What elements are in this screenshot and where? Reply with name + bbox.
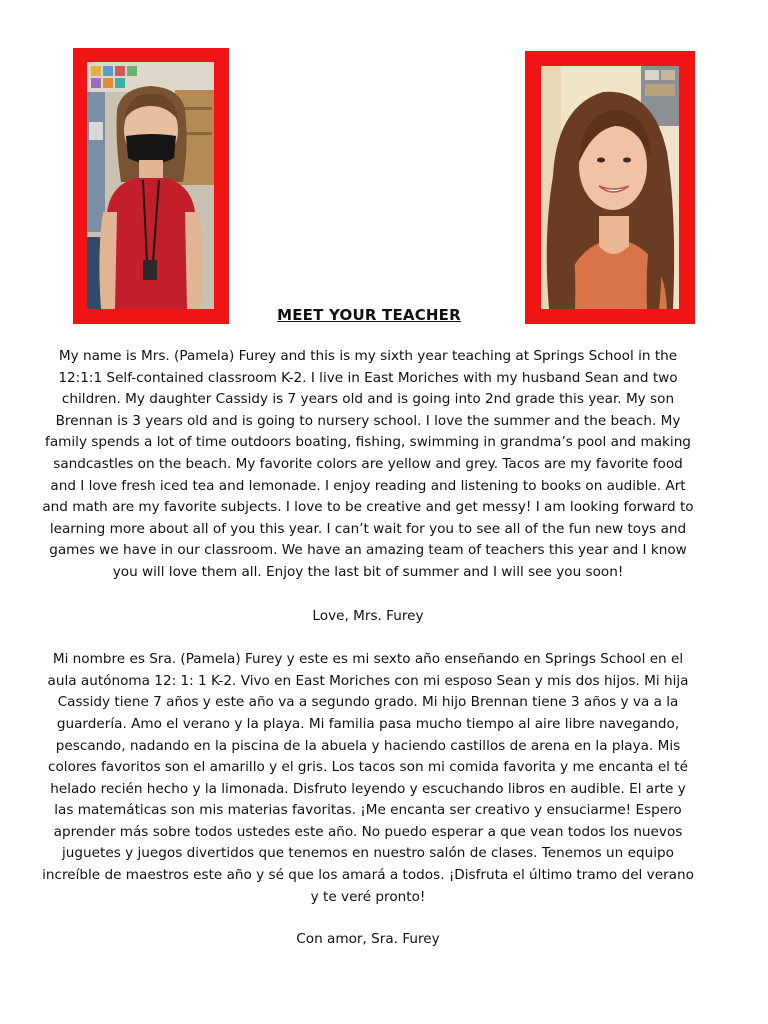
english-signoff: Love, Mrs. Furey [312,607,424,624]
english-paragraph: My name is Mrs. (Pamela) Furey and this is my sixth year teaching at Springs School in the 12:1:1 Self-contained classroom K-2. I live in East Moriches with my husband Sean and two children. My daughter Cassidy is 7 years old and is going into 2nd grade this year. My son Brennan is 3 years old and is going to nursery school. I love the summer and the beach. My family spends a lot of time outdoors boating, fishing, swimming in grandma’s pool and making sandcastles on the beach. My favorite colors are yellow and grey. Tacos are my favorite food and I love fresh iced tea and lemonade. I enjoy reading and listening to books on audible. Art and math are my favorite subjects. I love to be creative and get messy! I am looking forward to learning more about all of you this year. I can’t wait for you to see all of the fun new toys and games we have in our classroom. We have an amazing team of teachers this year and I know you will love them all. Enjoy the last bit of summer and I will see you soon! [42,348,694,580]
spacer [40,908,696,929]
teacher-photo-classroom-image [87,62,214,309]
teacher-photo-classroom-frame [73,48,229,324]
teacher-photo-portrait-image [541,66,679,309]
spanish-signoff: Con amor, Sra. Furey [296,931,440,948]
letter-body [40,346,696,951]
teacher-photo-classroom [87,62,214,309]
spacer [40,584,696,606]
spacer [40,627,696,649]
teacher-photo-portrait [541,66,679,309]
teacher-photo-portrait-frame [525,51,695,324]
page-title: MEET YOUR TEACHER [277,306,461,324]
spanish-paragraph: Mi nombre es Sra. (Pamela) Furey y este es mi sexto año enseñando en Springs School en el aula autónoma 12: 1: 1 K-2. Vivo en East Moriches con mi esposo Sean y mis dos hijos. Mi hija Cassidy tiene 7 años y este año va a segundo grado. Mi hijo Brennan tiene 3 años y va a la guardería. Amo el verano y la playa. Mi familia pasa mucho tiempo al aire libre navegando, pescando, nadando en la piscina de la abuela y haciendo castillos de arena en la playa. Mis colores favoritos son el amarillo y el gris. Los tacos son mi comida favorita y me encanta el té helado recién hecho y la limonada. Disfruto leyendo y escuchando libros en audible. El arte y las matemáticas son mis materias favoritas. ¡Me encanta ser creativo y ensuciarme! Espero aprender más sobre todos ustedes este año. No puedo esperar a que vean todos los nuevos juguetes y juegos divertidos que tenemos en nuestro salón de clases. Tenemos un equipo increíble de maestros este año y sé que los amará a todos. ¡Disfruta el último tramo del verano y te veré pronto! [42,651,694,905]
